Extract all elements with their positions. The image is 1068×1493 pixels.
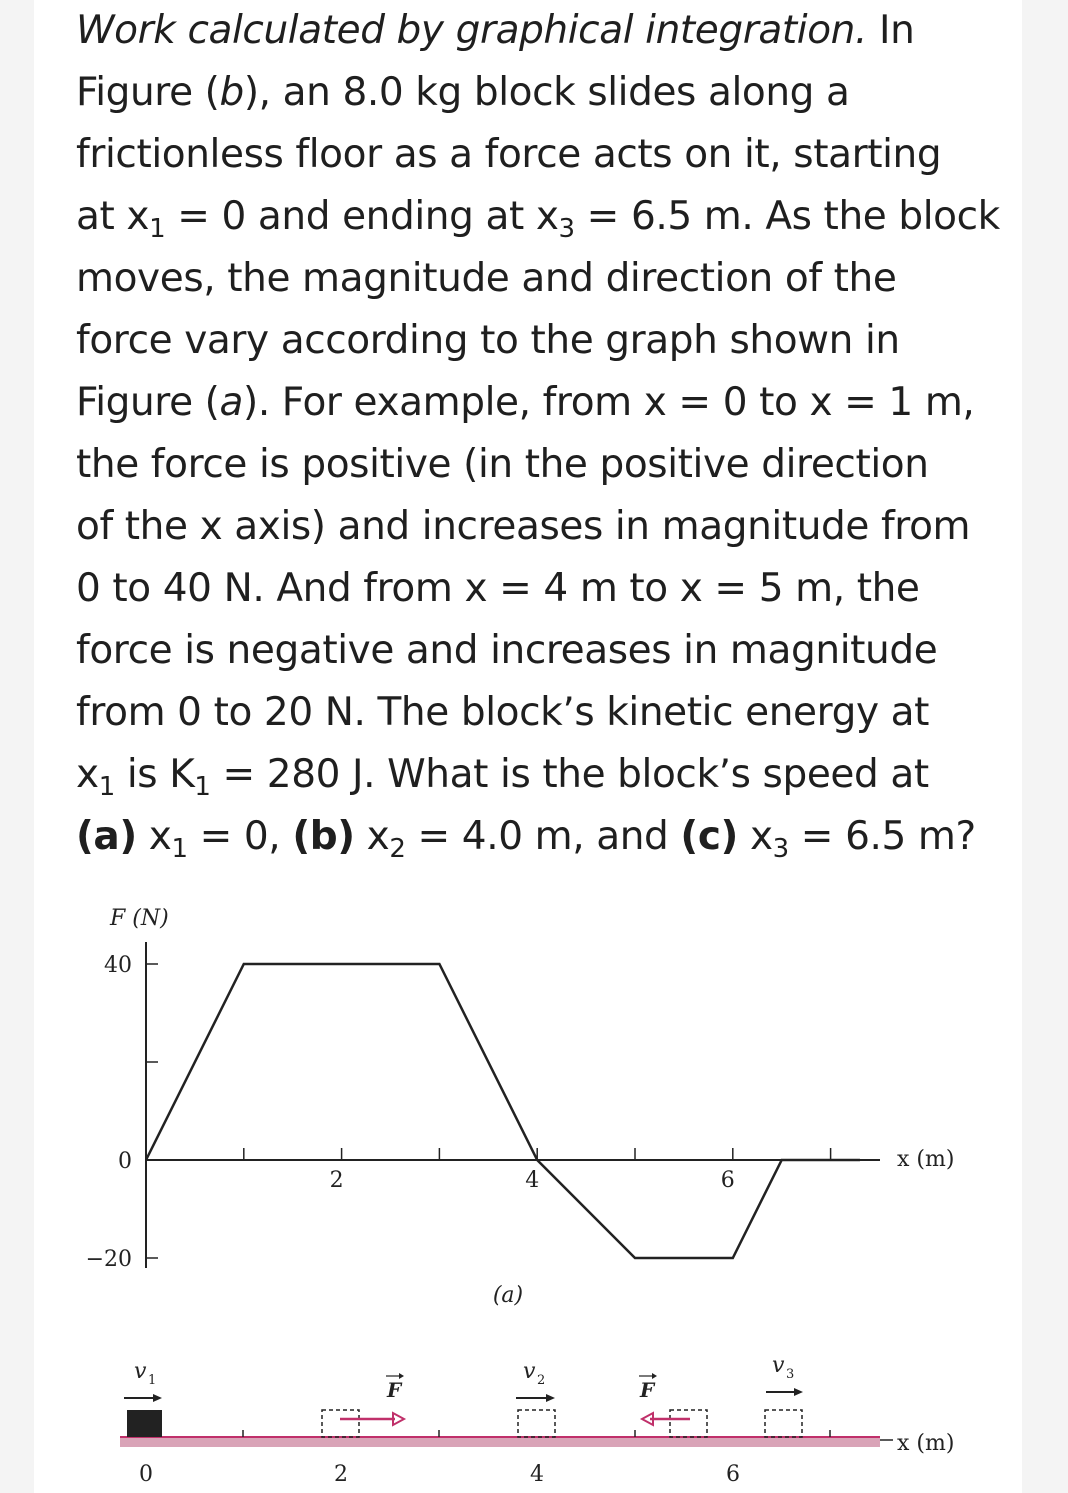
block-dashed-6 — [765, 1410, 802, 1437]
svg-text:v: v — [523, 1359, 536, 1384]
block-dashed-2 — [322, 1410, 359, 1437]
problem-line-9: of the x axis) and increases in magnitude from — [76, 504, 971, 549]
problem-line-10: 0 to 40 N. And from x = 4 m to x = 5 m, the — [76, 566, 920, 611]
force-arrow-left — [639, 1373, 690, 1425]
velocity-arrow-1 — [124, 1359, 162, 1402]
problem-line-11: force is negative and increases in magnitude — [76, 628, 938, 673]
x-ticks — [244, 1148, 831, 1193]
force-graph — [86, 906, 955, 1308]
velocity-arrow-3 — [766, 1353, 803, 1396]
x-tick-label: 2 — [329, 1168, 344, 1193]
block-diagram — [120, 1353, 954, 1487]
problem-line-6: force vary according to the graph shown in — [76, 318, 900, 363]
problem-line-12: from 0 to 20 N. The block’s kinetic energy at — [76, 690, 930, 735]
svg-text:F: F — [640, 1378, 655, 1402]
block-solid — [127, 1410, 162, 1437]
floor-axis-label: x (m) — [897, 1431, 955, 1456]
velocity-arrow-2 — [516, 1359, 555, 1402]
svg-text:F: F — [387, 1378, 402, 1402]
problem-line-5: moves, the magnitude and direction of the — [76, 256, 897, 301]
floor-tick-4: 4 — [530, 1462, 544, 1487]
floor-tick-2: 2 — [334, 1462, 348, 1487]
x-axis-label: x (m) — [897, 1147, 955, 1172]
force-arrow-right — [340, 1373, 404, 1425]
y-tick-label: 0 — [118, 1149, 132, 1174]
problem-line-3: frictionless floor as a force acts on it, starting — [76, 132, 942, 177]
problem-line-7: Figure (a). For example, from x = 0 to x = 1 m, — [76, 380, 975, 425]
problem-title: Work calculated by graphical integration. — [76, 8, 867, 53]
svg-text:v: v — [134, 1359, 147, 1384]
svg-text:3: 3 — [786, 1367, 795, 1382]
floor-tick-0: 0 — [139, 1462, 153, 1487]
floor-hatch — [120, 1437, 880, 1447]
block-dashed-5 — [670, 1410, 707, 1437]
force-curve — [146, 964, 860, 1258]
floor-ticks — [243, 1430, 830, 1437]
problem-line-1: Work calculated by graphical integration. In — [76, 8, 915, 53]
figure-a-caption: (a) — [492, 1283, 524, 1308]
floor-tick-6: 6 — [726, 1462, 740, 1487]
x-tick-label: 6 — [720, 1168, 735, 1193]
svg-text:v: v — [772, 1353, 785, 1378]
x-tick-label: 4 — [525, 1168, 540, 1193]
problem-line-4: at $x_1 = 0$ and ending at $x_3 = 6.5$ m. As the block — [76, 194, 1000, 244]
problem-line-2: Figure (b), an 8.0 kg block slides along a — [76, 70, 850, 115]
problem-line-13: $x_1$ is $K_1 = 280$ J. What is the block’s speed at — [76, 752, 929, 802]
svg-text:2: 2 — [537, 1373, 546, 1388]
block-dashed-4 — [518, 1410, 555, 1437]
problem-line-14: (a) $x_1 = 0$, (b) $x_2 = 4.0$ m, and (c) $x_3 = 6.5$ m? — [76, 814, 976, 864]
y-axis-label: F (N) — [110, 906, 169, 931]
y-tick-label: 40 — [104, 953, 132, 978]
y-ticks — [86, 953, 158, 1272]
y-tick-label: −20 — [85, 1247, 132, 1272]
svg-text:1: 1 — [148, 1373, 157, 1388]
problem-line-8: the force is positive (in the positive direction — [76, 442, 929, 487]
